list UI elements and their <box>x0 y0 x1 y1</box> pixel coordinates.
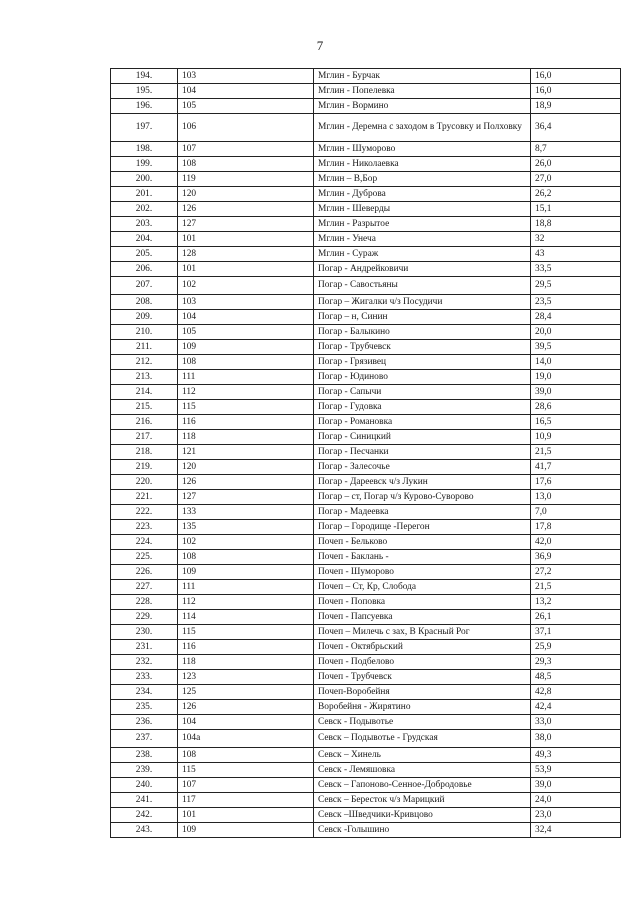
row-number: 215. <box>111 400 178 415</box>
route-distance: 8,7 <box>531 142 621 157</box>
route-name: Мглин - Унеча <box>314 232 531 247</box>
route-code: 117 <box>178 793 314 808</box>
route-name: Мглин - Дуброва <box>314 187 531 202</box>
route-distance: 16,5 <box>531 415 621 430</box>
row-number: 240. <box>111 778 178 793</box>
route-code: 119 <box>178 172 314 187</box>
row-number: 232. <box>111 655 178 670</box>
table-row <box>111 808 621 823</box>
route-distance: 13,0 <box>531 490 621 505</box>
table-row <box>111 580 621 595</box>
route-code: 104 <box>178 310 314 325</box>
table-row <box>111 202 621 217</box>
route-name: Погар - Юдиново <box>314 370 531 385</box>
table-row <box>111 715 621 730</box>
table-row <box>111 172 621 187</box>
route-distance: 28,6 <box>531 400 621 415</box>
row-number: 243. <box>111 823 178 838</box>
route-distance: 29,3 <box>531 655 621 670</box>
route-name: Севск – Подывотье - Грудская <box>314 730 531 748</box>
row-number: 200. <box>111 172 178 187</box>
route-distance: 43 <box>531 247 621 262</box>
route-name: Почеп-Воробейня <box>314 685 531 700</box>
row-number: 214. <box>111 385 178 400</box>
route-name: Воробейня - Жирятино <box>314 700 531 715</box>
route-name: Погар - Балыкино <box>314 325 531 340</box>
table-row <box>111 217 621 232</box>
route-code: 101 <box>178 232 314 247</box>
row-number: 220. <box>111 475 178 490</box>
route-distance: 17,8 <box>531 520 621 535</box>
route-code: 115 <box>178 625 314 640</box>
row-number: 225. <box>111 550 178 565</box>
route-code: 121 <box>178 445 314 460</box>
route-code: 111 <box>178 370 314 385</box>
route-code: 118 <box>178 430 314 445</box>
route-code: 114 <box>178 610 314 625</box>
route-distance: 48,5 <box>531 670 621 685</box>
route-name: Мглин - Разрытое <box>314 217 531 232</box>
row-number: 236. <box>111 715 178 730</box>
table-row <box>111 187 621 202</box>
row-number: 239. <box>111 763 178 778</box>
route-code: 108 <box>178 550 314 565</box>
row-number: 204. <box>111 232 178 247</box>
table-row <box>111 670 621 685</box>
table-row <box>111 763 621 778</box>
route-code: 112 <box>178 595 314 610</box>
table-row <box>111 445 621 460</box>
table-row <box>111 277 621 295</box>
route-table-body <box>111 69 621 838</box>
row-number: 234. <box>111 685 178 700</box>
route-code: 107 <box>178 142 314 157</box>
table-row <box>111 370 621 385</box>
row-number: 237. <box>111 730 178 748</box>
table-row <box>111 415 621 430</box>
route-name: Севск –Шведчики-Кривцово <box>314 808 531 823</box>
row-number: 219. <box>111 460 178 475</box>
table-row <box>111 295 621 310</box>
route-code: 115 <box>178 400 314 415</box>
route-distance: 33,0 <box>531 715 621 730</box>
table-row <box>111 505 621 520</box>
route-distance: 33,5 <box>531 262 621 277</box>
route-name: Почеп - Бельково <box>314 535 531 550</box>
route-name: Погар – н, Синин <box>314 310 531 325</box>
route-code: 106 <box>178 114 314 142</box>
route-name: Погар - Трубчевск <box>314 340 531 355</box>
table-row <box>111 640 621 655</box>
route-distance: 7,0 <box>531 505 621 520</box>
table-row <box>111 595 621 610</box>
table-row <box>111 385 621 400</box>
row-number: 201. <box>111 187 178 202</box>
route-name: Почеп - Октябрьский <box>314 640 531 655</box>
table-row <box>111 520 621 535</box>
route-name: Мглин - Шеверды <box>314 202 531 217</box>
table-row <box>111 610 621 625</box>
route-code: 116 <box>178 640 314 655</box>
route-name: Погар - Сапычи <box>314 385 531 400</box>
table-row <box>111 823 621 838</box>
route-code: 104а <box>178 730 314 748</box>
route-code: 127 <box>178 490 314 505</box>
table-row <box>111 778 621 793</box>
route-distance: 41,7 <box>531 460 621 475</box>
route-code: 135 <box>178 520 314 535</box>
route-name: Погар – Жигалки ч/з Посудичи <box>314 295 531 310</box>
route-distance: 23,5 <box>531 295 621 310</box>
route-name: Мглин - Сураж <box>314 247 531 262</box>
table-row <box>111 700 621 715</box>
table-row <box>111 400 621 415</box>
row-number: 206. <box>111 262 178 277</box>
route-distance: 26,2 <box>531 187 621 202</box>
route-distance: 36,9 <box>531 550 621 565</box>
route-name: Севск – Бересток ч/з Марицкий <box>314 793 531 808</box>
route-name: Почеп – Милечь с зах, В Красный Рог <box>314 625 531 640</box>
route-code: 108 <box>178 748 314 763</box>
route-distance: 20,0 <box>531 325 621 340</box>
row-number: 233. <box>111 670 178 685</box>
row-number: 209. <box>111 310 178 325</box>
row-number: 208. <box>111 295 178 310</box>
route-distance: 27,2 <box>531 565 621 580</box>
row-number: 227. <box>111 580 178 595</box>
table-row <box>111 247 621 262</box>
row-number: 196. <box>111 99 178 114</box>
table-row <box>111 475 621 490</box>
route-code: 105 <box>178 325 314 340</box>
route-name: Мглин - Шуморово <box>314 142 531 157</box>
table-row <box>111 355 621 370</box>
route-code: 116 <box>178 415 314 430</box>
route-distance: 49,3 <box>531 748 621 763</box>
row-number: 213. <box>111 370 178 385</box>
table-row <box>111 685 621 700</box>
route-distance: 26,0 <box>531 157 621 172</box>
route-name: Почеп - Поповка <box>314 595 531 610</box>
route-distance: 39,5 <box>531 340 621 355</box>
route-distance: 42,4 <box>531 700 621 715</box>
route-name: Погар - Андрейковичи <box>314 262 531 277</box>
route-distance: 42,0 <box>531 535 621 550</box>
route-distance: 14,0 <box>531 355 621 370</box>
row-number: 221. <box>111 490 178 505</box>
row-number: 194. <box>111 69 178 84</box>
row-number: 205. <box>111 247 178 262</box>
route-distance: 19,0 <box>531 370 621 385</box>
route-distance: 32,4 <box>531 823 621 838</box>
route-distance: 25,9 <box>531 640 621 655</box>
route-distance: 15,1 <box>531 202 621 217</box>
route-distance: 24,0 <box>531 793 621 808</box>
table-row <box>111 69 621 84</box>
route-distance: 10,9 <box>531 430 621 445</box>
table-row <box>111 310 621 325</box>
route-code: 115 <box>178 763 314 778</box>
route-code: 101 <box>178 808 314 823</box>
route-code: 108 <box>178 355 314 370</box>
table-row <box>111 114 621 142</box>
route-distance: 29,5 <box>531 277 621 295</box>
route-distance: 21,5 <box>531 445 621 460</box>
table-row <box>111 655 621 670</box>
row-number: 212. <box>111 355 178 370</box>
route-code: 103 <box>178 69 314 84</box>
row-number: 210. <box>111 325 178 340</box>
route-name: Севск – Гапоново-Сенное-Добродовье <box>314 778 531 793</box>
route-name: Мглин – В,Бор <box>314 172 531 187</box>
row-number: 195. <box>111 84 178 99</box>
route-code: 120 <box>178 187 314 202</box>
route-name: Севск – Хинель <box>314 748 531 763</box>
route-distance: 39,0 <box>531 778 621 793</box>
table-row <box>111 430 621 445</box>
table-row <box>111 490 621 505</box>
route-code: 118 <box>178 655 314 670</box>
row-number: 231. <box>111 640 178 655</box>
table-row <box>111 142 621 157</box>
route-name: Почеп – Ст, Кр, Слобода <box>314 580 531 595</box>
table-row <box>111 793 621 808</box>
row-number: 202. <box>111 202 178 217</box>
route-distance: 16,0 <box>531 84 621 99</box>
table-row <box>111 460 621 475</box>
route-name: Севск - Лемяшовка <box>314 763 531 778</box>
table-row <box>111 157 621 172</box>
route-name: Севск - Подывотье <box>314 715 531 730</box>
route-code: 103 <box>178 295 314 310</box>
row-number: 238. <box>111 748 178 763</box>
route-name: Погар - Грязивец <box>314 355 531 370</box>
row-number: 211. <box>111 340 178 355</box>
route-code: 102 <box>178 277 314 295</box>
route-name: Мглин - Вормино <box>314 99 531 114</box>
table-row <box>111 748 621 763</box>
route-code: 101 <box>178 262 314 277</box>
route-name: Мглин - Деремна с заходом в Трусовку и Полховку <box>314 114 531 142</box>
table-row <box>111 565 621 580</box>
route-distance: 17,6 <box>531 475 621 490</box>
route-name: Погар - Синицкий <box>314 430 531 445</box>
row-number: 235. <box>111 700 178 715</box>
route-name: Погар - Залесочье <box>314 460 531 475</box>
route-name: Почеп - Подбелово <box>314 655 531 670</box>
route-distance: 18,8 <box>531 217 621 232</box>
route-distance: 39,0 <box>531 385 621 400</box>
route-name: Погар - Романовка <box>314 415 531 430</box>
table-row <box>111 550 621 565</box>
row-number: 226. <box>111 565 178 580</box>
page-number: 7 <box>316 38 324 53</box>
route-distance: 26,1 <box>531 610 621 625</box>
route-distance: 53,9 <box>531 763 621 778</box>
row-number: 228. <box>111 595 178 610</box>
table-row <box>111 262 621 277</box>
row-number: 241. <box>111 793 178 808</box>
route-table <box>110 68 621 838</box>
row-number: 223. <box>111 520 178 535</box>
route-code: 109 <box>178 565 314 580</box>
route-name: Мглин - Бурчак <box>314 69 531 84</box>
route-name: Почеп - Папсуевка <box>314 610 531 625</box>
route-distance: 18,9 <box>531 99 621 114</box>
route-code: 128 <box>178 247 314 262</box>
route-name: Погар – Городище -Перегон <box>314 520 531 535</box>
row-number: 198. <box>111 142 178 157</box>
route-code: 112 <box>178 385 314 400</box>
row-number: 203. <box>111 217 178 232</box>
row-number: 207. <box>111 277 178 295</box>
row-number: 222. <box>111 505 178 520</box>
route-distance: 32 <box>531 232 621 247</box>
route-code: 104 <box>178 84 314 99</box>
route-code: 107 <box>178 778 314 793</box>
route-name: Мглин - Попелевка <box>314 84 531 99</box>
table-row <box>111 325 621 340</box>
row-number: 242. <box>111 808 178 823</box>
route-name: Почеп - Шуморово <box>314 565 531 580</box>
table-row <box>111 730 621 748</box>
route-code: 109 <box>178 823 314 838</box>
route-code: 127 <box>178 217 314 232</box>
route-distance: 27,0 <box>531 172 621 187</box>
route-code: 125 <box>178 685 314 700</box>
row-number: 230. <box>111 625 178 640</box>
row-number: 216. <box>111 415 178 430</box>
row-number: 224. <box>111 535 178 550</box>
route-distance: 38,0 <box>531 730 621 748</box>
route-code: 120 <box>178 460 314 475</box>
route-name: Погар - Песчанки <box>314 445 531 460</box>
route-distance: 23,0 <box>531 808 621 823</box>
route-code: 102 <box>178 535 314 550</box>
route-code: 108 <box>178 157 314 172</box>
route-distance: 37,1 <box>531 625 621 640</box>
route-code: 126 <box>178 475 314 490</box>
row-number: 229. <box>111 610 178 625</box>
table-row <box>111 99 621 114</box>
route-code: 133 <box>178 505 314 520</box>
route-code: 109 <box>178 340 314 355</box>
route-distance: 21,5 <box>531 580 621 595</box>
table-row <box>111 535 621 550</box>
table-row <box>111 340 621 355</box>
route-name: Погар - Дареевск ч/з Лукин <box>314 475 531 490</box>
route-code: 111 <box>178 580 314 595</box>
route-code: 126 <box>178 202 314 217</box>
route-name: Погар - Гудовка <box>314 400 531 415</box>
route-distance: 42,8 <box>531 685 621 700</box>
route-name: Погар - Савостьяны <box>314 277 531 295</box>
route-distance: 36,4 <box>531 114 621 142</box>
table-row <box>111 232 621 247</box>
row-number: 199. <box>111 157 178 172</box>
route-code: 105 <box>178 99 314 114</box>
route-name: Мглин - Николаевка <box>314 157 531 172</box>
route-code: 123 <box>178 670 314 685</box>
route-name: Погар – ст, Погар ч/з Курово-Суворово <box>314 490 531 505</box>
route-code: 104 <box>178 715 314 730</box>
route-name: Погар - Мадеевка <box>314 505 531 520</box>
table-row <box>111 84 621 99</box>
route-name: Почеп - Баклань - <box>314 550 531 565</box>
row-number: 217. <box>111 430 178 445</box>
route-name: Севск -Голышино <box>314 823 531 838</box>
route-distance: 28,4 <box>531 310 621 325</box>
row-number: 218. <box>111 445 178 460</box>
table-row <box>111 625 621 640</box>
route-code: 126 <box>178 700 314 715</box>
row-number: 197. <box>111 114 178 142</box>
route-distance: 13,2 <box>531 595 621 610</box>
route-name: Почеп - Трубчевск <box>314 670 531 685</box>
route-distance: 16,0 <box>531 69 621 84</box>
